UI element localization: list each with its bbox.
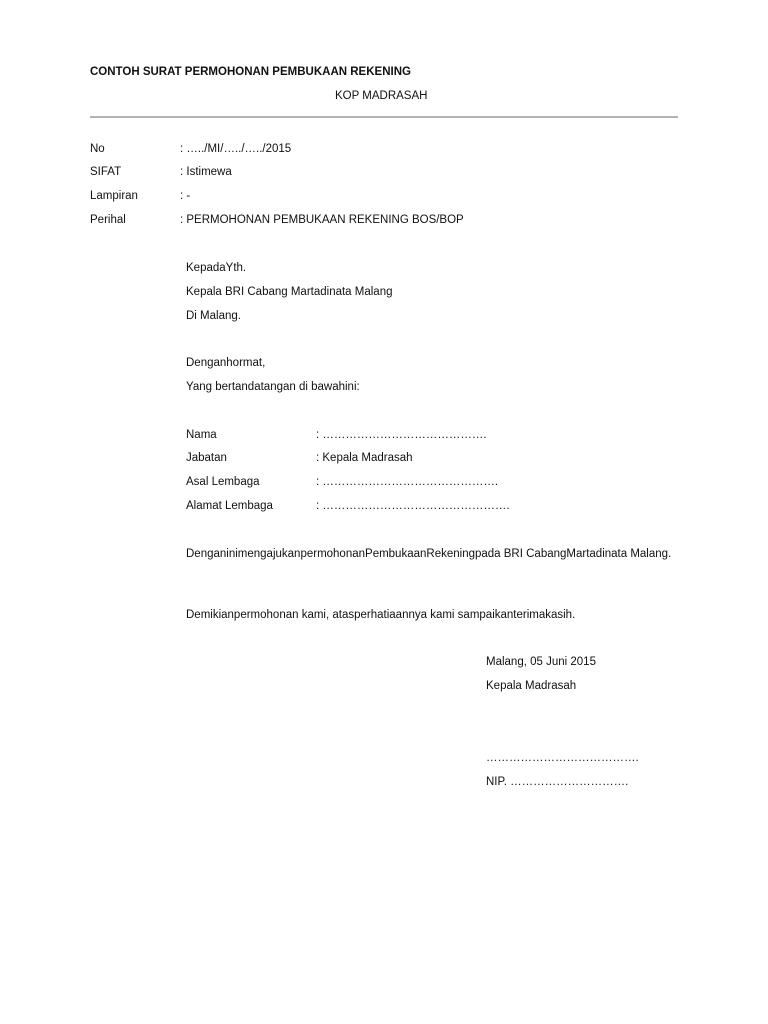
body-paragraph: DenganinimengajukanpermohonanPembukaanRekeningpada BRI CabangMartadinata Malang. [186,548,672,560]
intro-text: Yang bertandatangan di bawahini: [186,381,360,393]
signature-nip: NIP. …………………………. [486,776,629,788]
recipient-name: Kepala BRI Cabang Martadinata Malang [186,286,393,298]
signature-place-date: Malang, 05 Juni 2015 [486,656,596,668]
field-value-no: : …../MI/…../…../2015 [180,143,292,155]
header-divider [90,116,678,118]
field-label-no: No [90,143,105,155]
identity-value-alamat-lembaga: : …………………………………………. [316,500,510,512]
recipient-salutation: KepadaYth. [186,262,247,274]
closing-text: Demikianpermohonan kami, atasperhatiaannya kami sampaikanterimakasih. [186,609,576,621]
field-label-sifat: SIFAT [90,166,122,178]
field-value-perihal: : PERMOHONAN PEMBUKAAN REKENING BOS/BOP [180,214,464,226]
letterhead-placeholder: KOP MADRASAH [335,90,428,102]
identity-label-nama: Nama [186,429,217,441]
recipient-city: Di Malang. [186,310,241,322]
identity-label-asal-lembaga: Asal Lembaga [186,476,260,488]
field-value-sifat: : Istimewa [180,166,232,178]
identity-label-jabatan: Jabatan [186,452,227,464]
signature-position: Kepala Madrasah [486,680,577,692]
field-label-lampiran: Lampiran [90,190,138,202]
signature-name-line: …………………………………. [486,752,639,764]
identity-value-nama: : ……………………………………. [316,429,487,441]
identity-value-asal-lembaga: : ………………………………………. [316,476,499,488]
letter-title: CONTOH SURAT PERMOHONAN PEMBUKAAN REKENING [90,66,411,78]
field-value-lampiran: : - [180,190,191,202]
identity-label-alamat-lembaga: Alamat Lembaga [186,500,273,512]
field-label-perihal: Perihal [90,214,126,226]
identity-value-jabatan: : Kepala Madrasah [316,452,413,464]
greeting: Denganhormat, [186,357,266,369]
